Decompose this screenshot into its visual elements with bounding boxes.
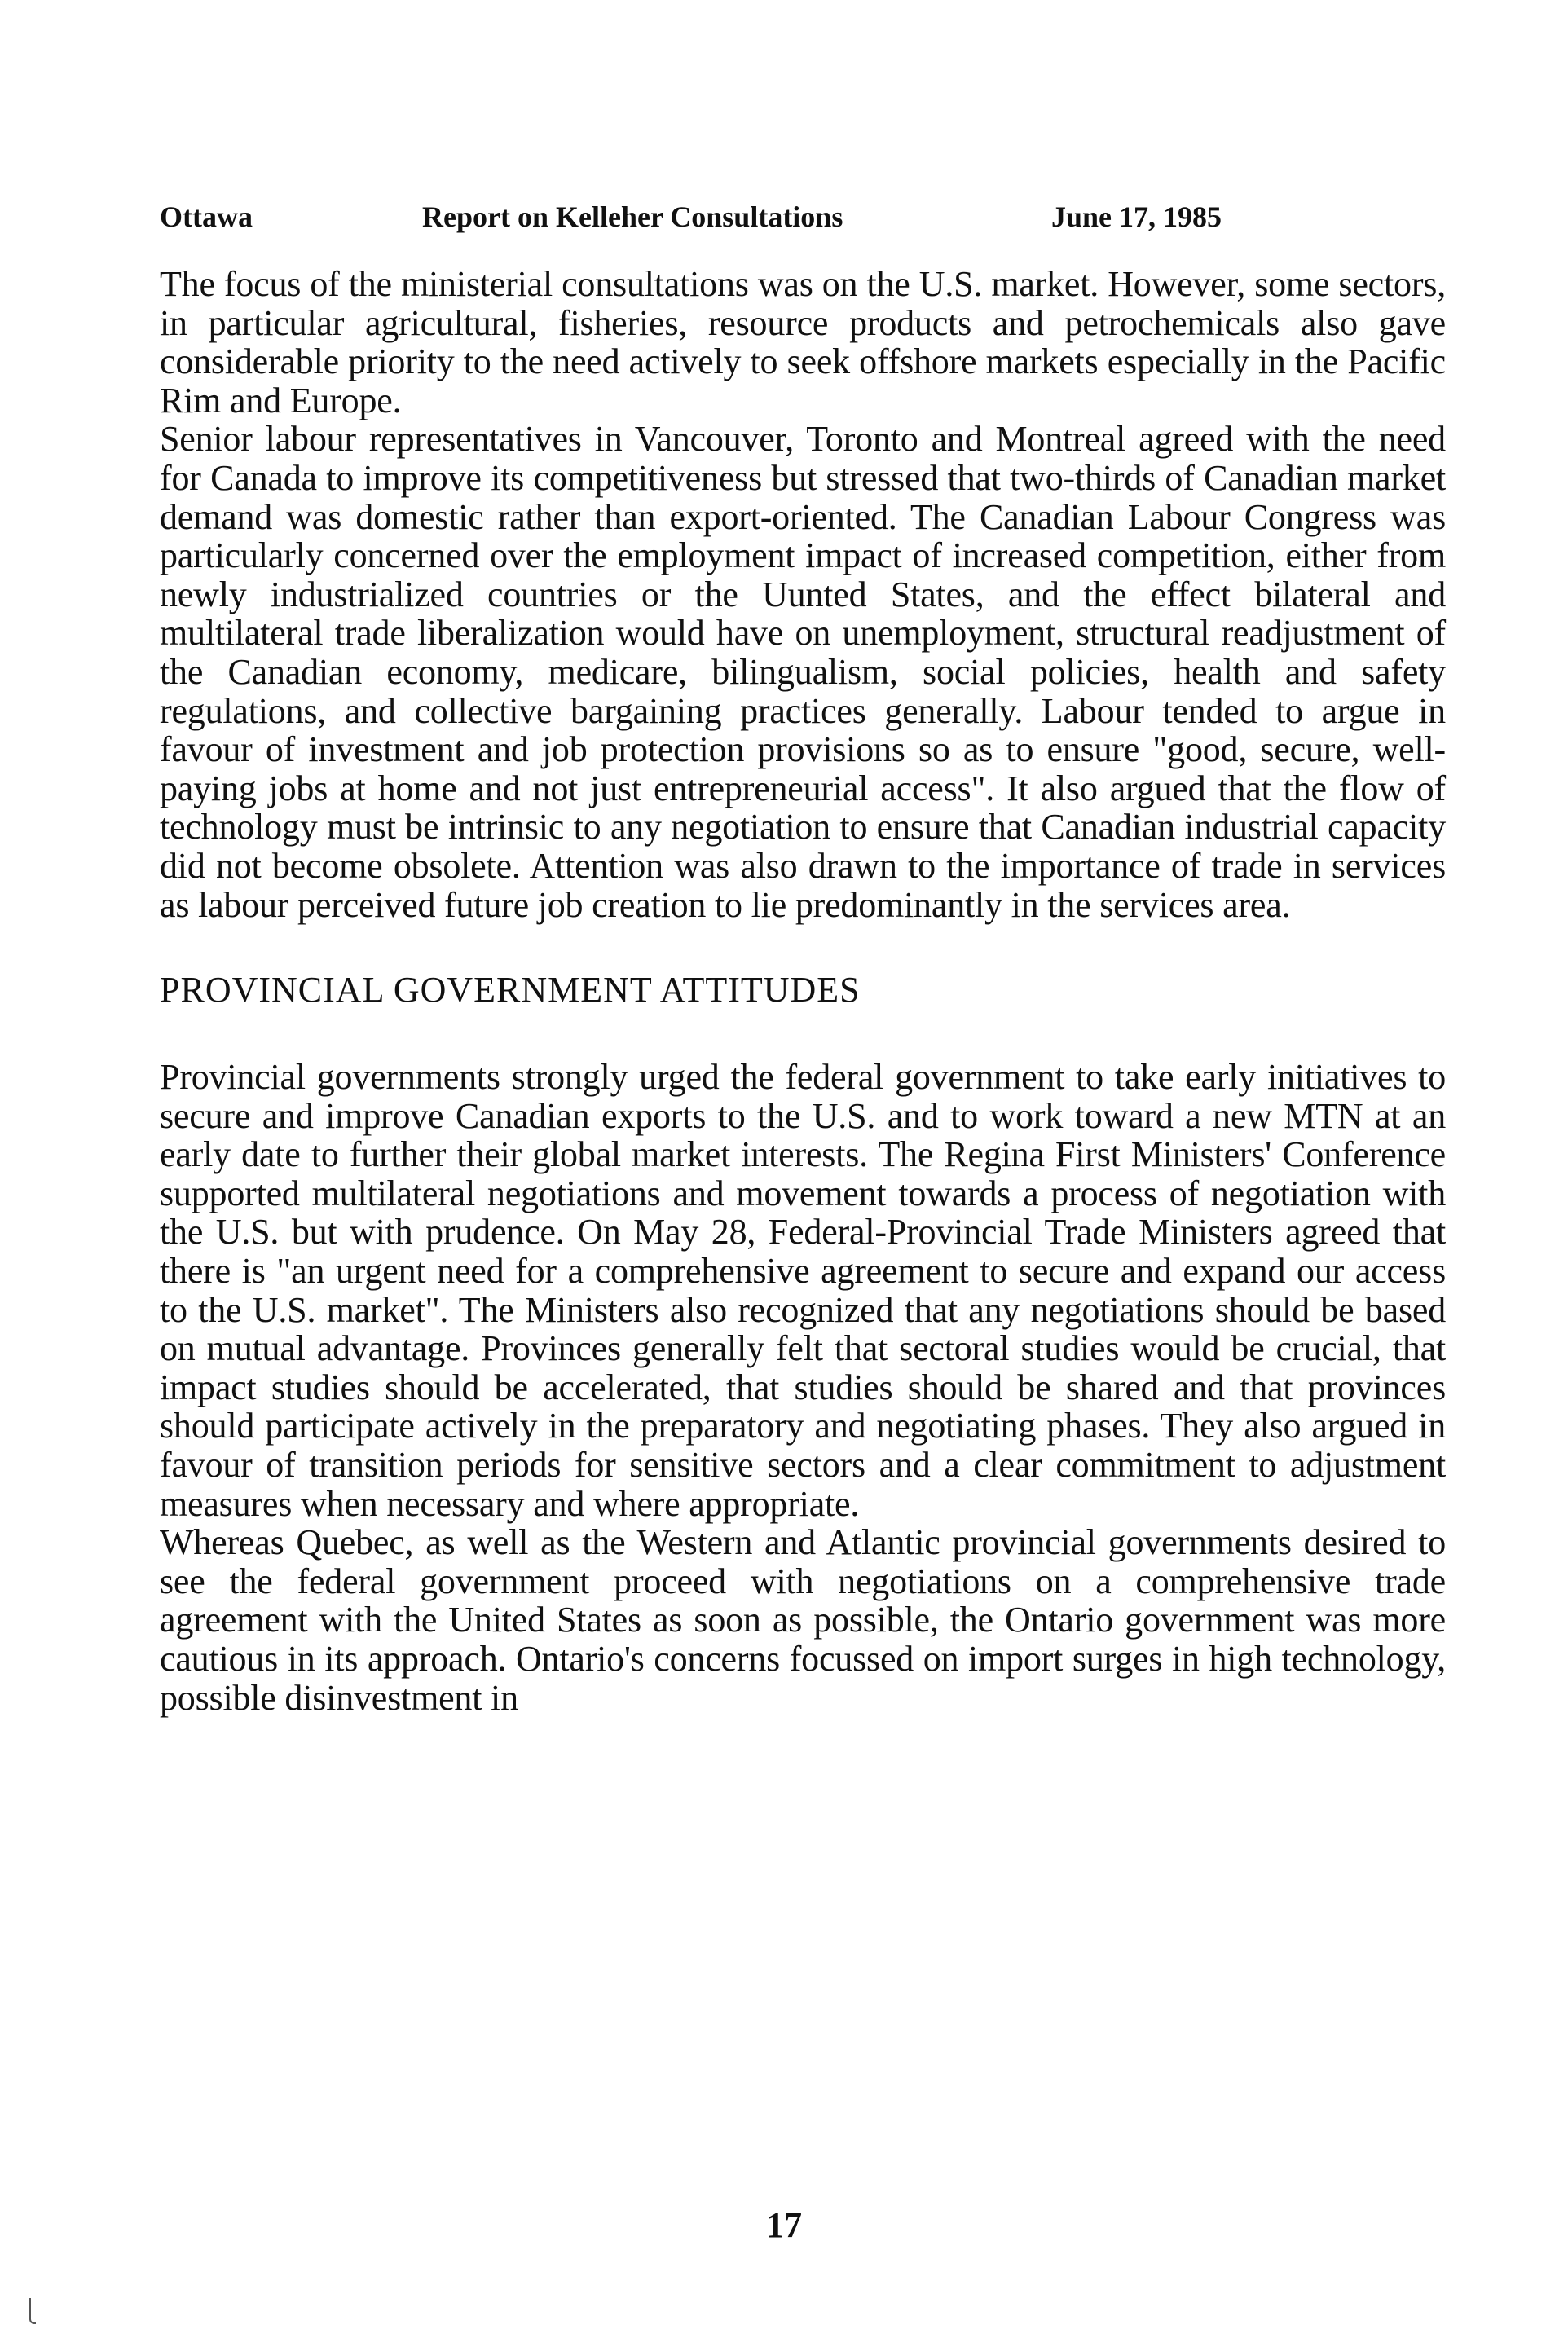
header-title: Report on Kelleher Consultations (422, 200, 843, 233)
section-heading: PROVINCIAL GOVERNMENT ATTITUDES (160, 970, 861, 1010)
header-date: June 17, 1985 (1051, 200, 1222, 233)
paragraph-provincial-governments: Provincial governments strongly urged the federal government to take early initiatives to secure and improve Canadian exports to the U.S. and to work toward a new MTN at an early date to further their global market interests. The Regina First Ministers' Conference supported multilateral negotiations and movement towards a process of negotiation with the U.S. but with prudence. On May 28, Federal-Provincial Trade Ministers agreed that there is "an urgent need for a comprehensive agreement to secure and expand our access to the U.S. market". The Ministers also recognized that any negotiations should be based on mutual advantage. Provinces generally felt that sectoral studies would be crucial, that impact studies should be accelerated, that studies should be shared and that provinces should participate actively in the preparatory and negotiating phases. They also argued in favour of transition periods for sensitive sectors and a clear commitment to adjustment measures when necessary and where appropriate. (160, 1057, 1446, 1524)
running-header (0, 192, 1568, 241)
paragraph-us-market-focus: The focus of the ministerial consultations was on the U.S. market. However, some sectors, in particular agricultural, fisheries, resource products and petrochemicals also gave considerable priority to the need actively to seek offshore markets especially in the Pacific Rim and Europe. (160, 264, 1446, 420)
paragraph-labour-representatives: Senior labour representatives in Vancouver, Toronto and Montreal agreed with the need for Canada to improve its competitiveness but stressed that two-thirds of Canadian market demand was domestic rather than export-oriented. The Canadian Labour Congress was particularly concerned over the employment impact of increased competition, either from newly industrialized countries or the Uunted States, and the effect bilateral and multilateral trade liberalization would have on unemployment, structural readjustment of the Canadian economy, medicare, bilingualism, social policies, health and safety regulations, and collective bargaining practices generally. Labour tended to argue in favour of investment and job protection provisions so as to ensure "good, secure, well-paying jobs at home and not just entrepreneurial access". It also argued that the flow of technology must be intrinsic to any negotiation to ensure that Canadian industrial capacity did not become obsolete. Attention was also drawn to the importance of trade in services as labour perceived future job creation to lie predominantly in the services area. (160, 419, 1446, 925)
header-location: Ottawa (160, 200, 253, 233)
page-number: 17 (766, 2205, 802, 2245)
body-text (160, 265, 1446, 1717)
margin-scan-mark (29, 2298, 36, 2324)
paragraph-quebec-ontario: Whereas Quebec, as well as the Western and Atlantic provincial governments desired to see the federal government proceed with negotiations on a comprehensive trade agreement with the United States as soon as possible, the Ontario government was more cautious in its approach. Ontario's concerns focussed on import surges in high technology, possible disinvestment in (160, 1522, 1446, 1718)
